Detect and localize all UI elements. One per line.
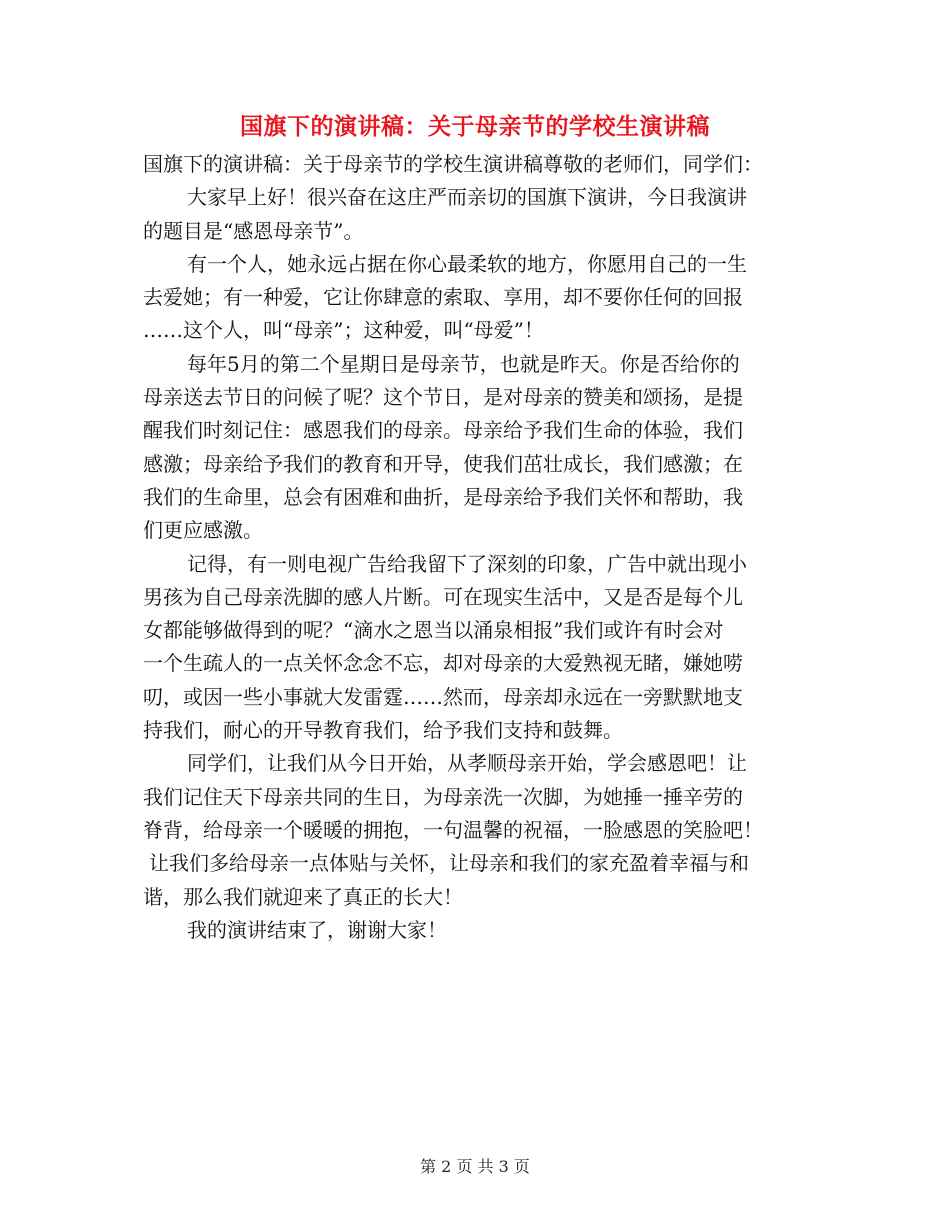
- body-line: 有一个人，她永远占据在你心最柔软的地方，你愿用自己的一生: [187, 251, 747, 276]
- body-line: 记得，有一则电视广告给我留下了深刻的印象，广告中就出现小: [187, 551, 747, 576]
- body-line: 脊背，给母亲一个暖暖的拥抱，一句温馨的祝福，一脸感恩的笑脸吧！: [143, 817, 763, 842]
- body-line: 我们的生命里，总会有困难和曲折，是母亲给予我们关怀和帮助，我: [143, 484, 743, 509]
- body-line: 持我们，耐心的开导教育我们，给予我们支持和鼓舞。: [143, 718, 623, 743]
- body-line: 我的演讲结束了，谢谢大家！: [187, 917, 447, 942]
- body-line: 醒我们时刻记住：感恩我们的母亲。母亲给予我们生命的体验，我们: [143, 418, 743, 443]
- body-line: 国旗下的演讲稿：关于母亲节的学校生演讲稿尊敬的老师们，同学们：: [143, 152, 763, 176]
- body-line: 大家早上好！很兴奋在这庄严而亲切的国旗下演讲，今日我演讲: [187, 185, 747, 210]
- page-indicator: 第 2 页 共 3 页: [420, 1157, 530, 1176]
- body-line: 每年5月的第二个星期日是母亲节，也就是昨天。你是否给你的: [187, 351, 740, 376]
- document-body: [143, 148, 807, 947]
- body-line: 一个生疏人的一点关怀念念不忘，却对母亲的大爱熟视无睹，嫌她唠: [143, 651, 743, 676]
- body-line: 感激；母亲给予我们的教育和开导，使我们茁壮成长，我们感激；在: [143, 451, 743, 476]
- document-title: 国旗下的演讲稿：关于母亲节的学校生演讲稿: [240, 113, 710, 140]
- body-line: 母亲送去节日的问候了呢？这个节日，是对母亲的赞美和颂扬，是提: [143, 385, 743, 410]
- body-line: 我们记住天下母亲共同的生日，为母亲洗一次脚，为她捶一捶辛劳的: [143, 784, 743, 809]
- body-line: 同学们，让我们从今日开始，从孝顺母亲开始，学会感恩吧！让: [187, 751, 747, 776]
- body-line: 去爱她；有一种爱，它让你肆意的索取、享用，却不要你任何的回报: [143, 285, 743, 310]
- body-line: 让我们多给母亲一点体贴与关怀，让母亲和我们的家充盈着幸福与和: [149, 851, 749, 876]
- body-line: 们更应感激。: [143, 518, 263, 543]
- body-line: 谐，那么我们就迎来了真正的长大！: [143, 884, 463, 909]
- body-line: 女都能够做得到的呢？“滴水之恩当以涌泉相报”我们或许有时会对: [143, 618, 724, 643]
- body-line: 男孩为自己母亲洗脚的感人片断。可在现实生活中，又是否是每个儿: [143, 584, 743, 609]
- body-line: ……这个人，叫“母亲”；这种爱，叫“母爱”！: [143, 318, 544, 343]
- body-line: 的题目是“感恩母亲节”。: [143, 218, 364, 243]
- body-line: 叨，或因一些小事就大发雷霆……然而，母亲却永远在一旁默默地支: [143, 684, 743, 709]
